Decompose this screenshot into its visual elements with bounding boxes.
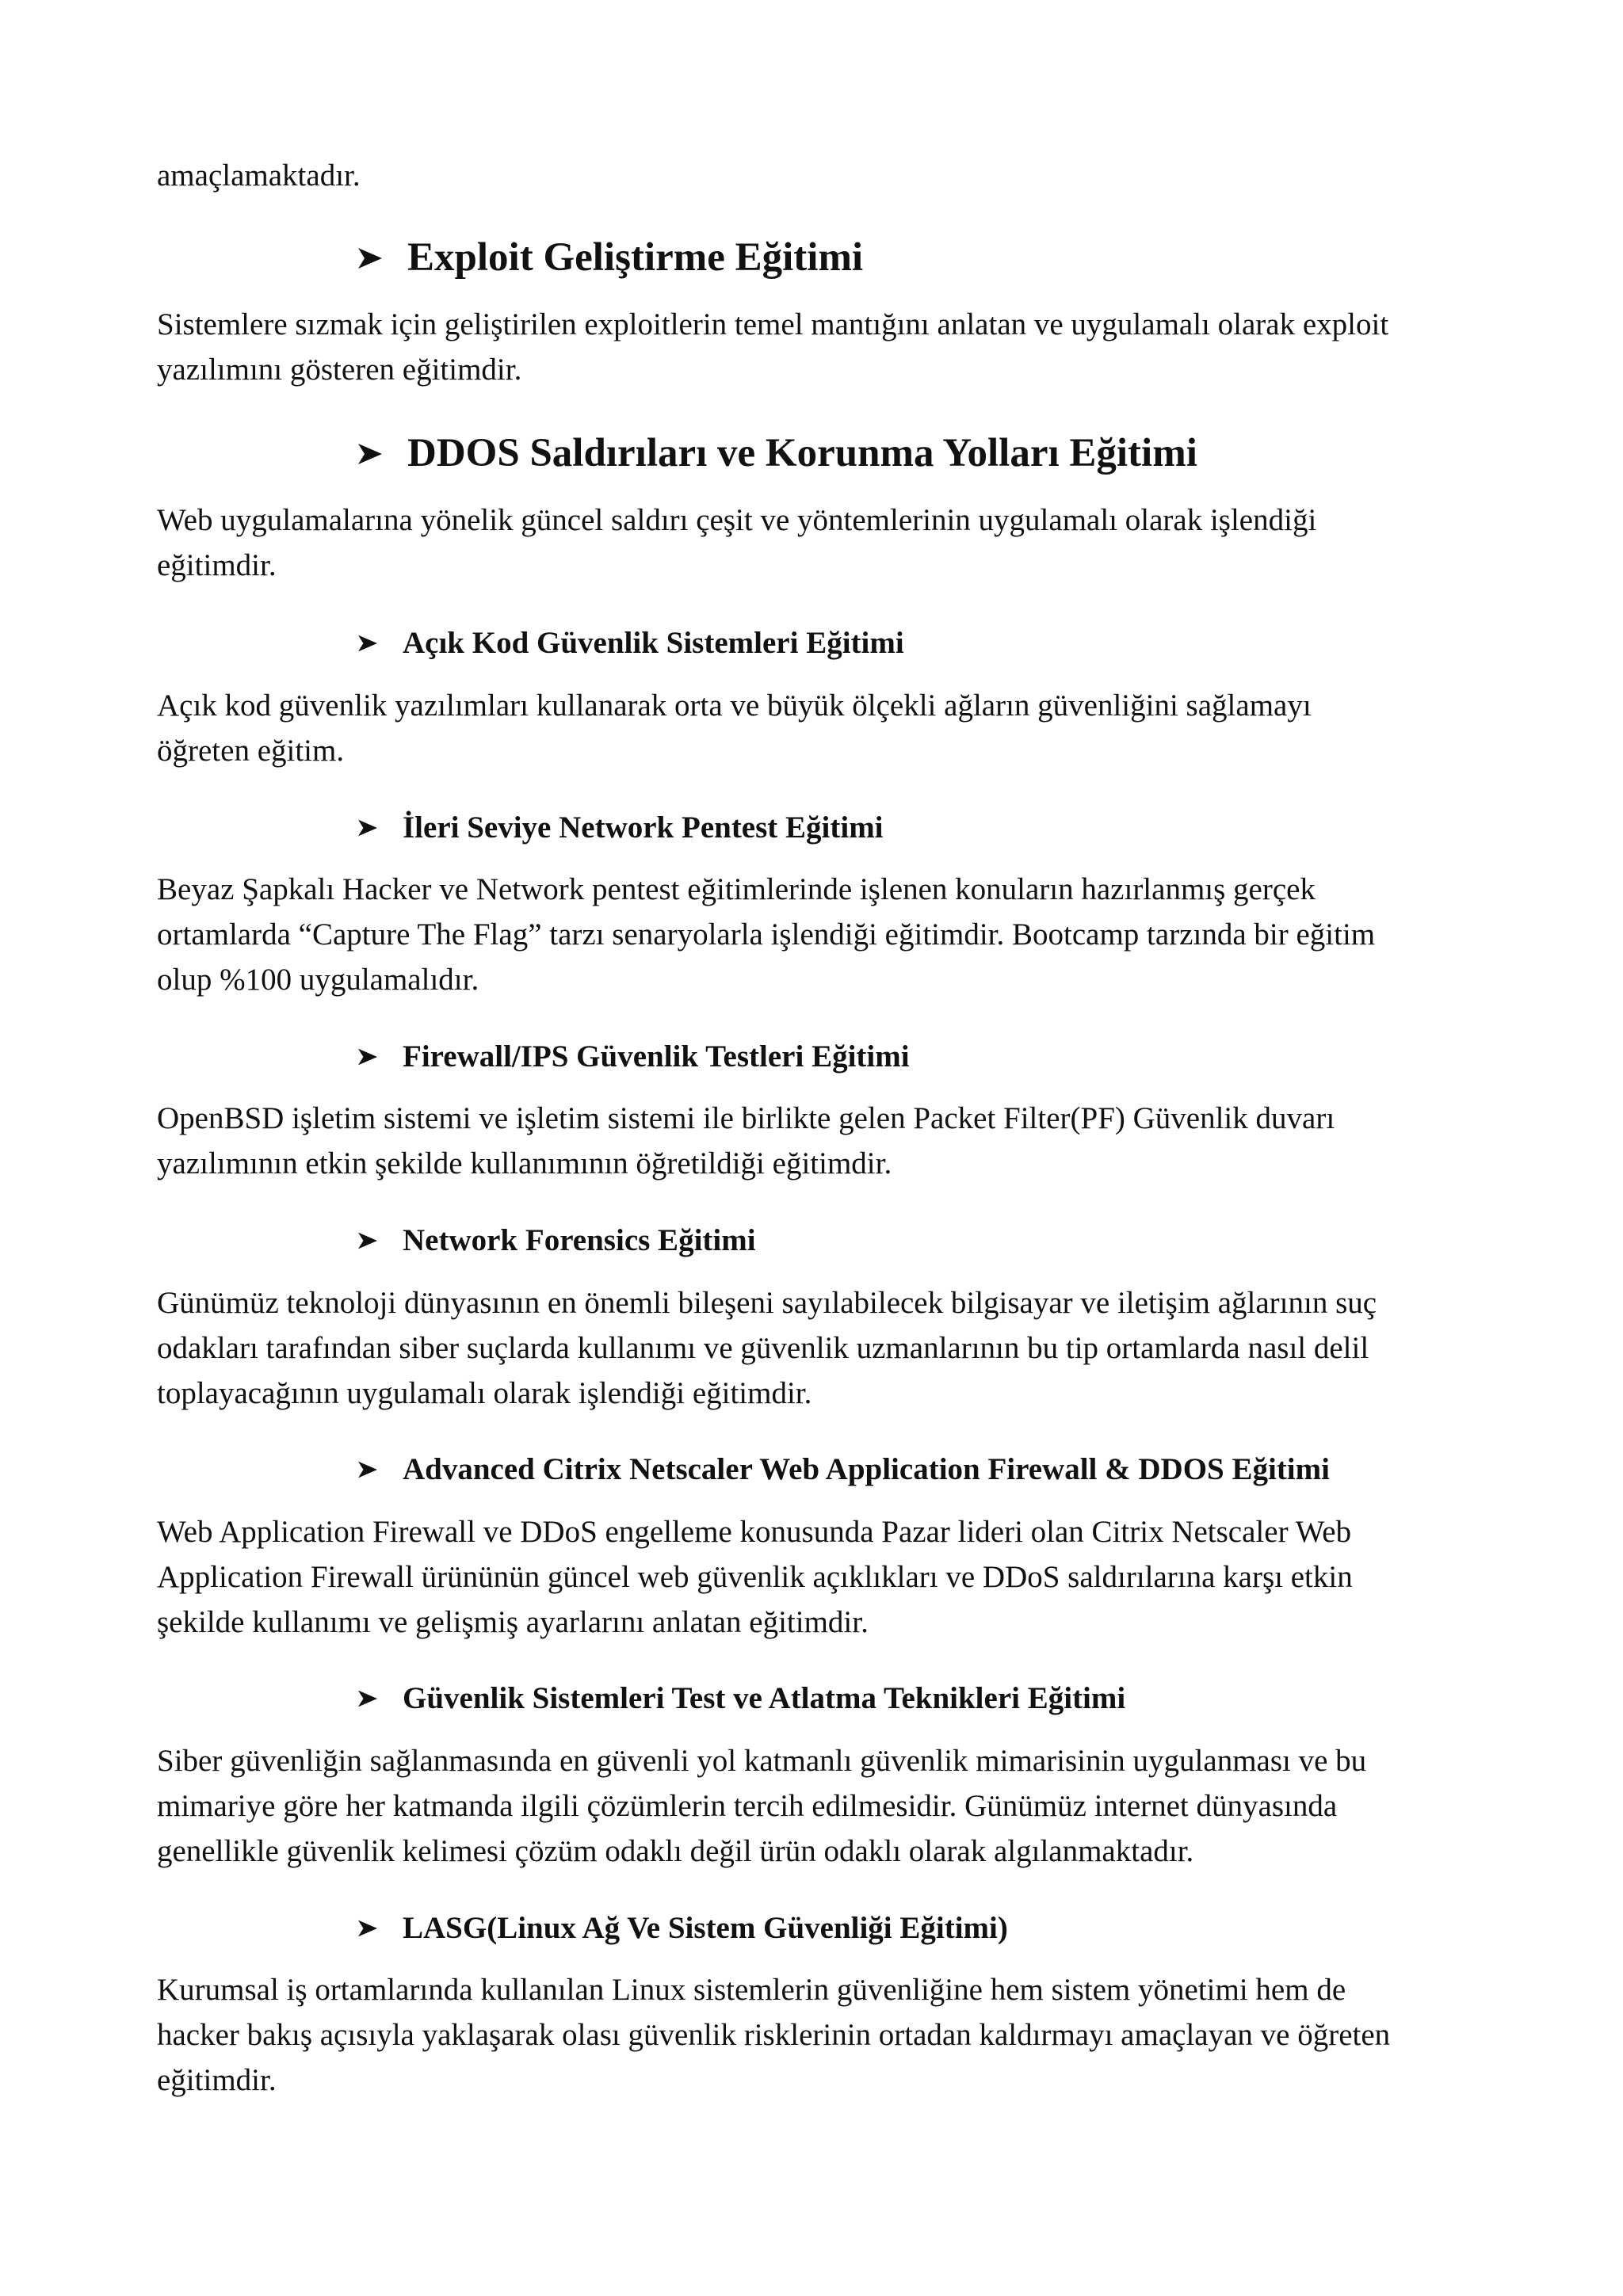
acik-kod-paragraph bbox=[157, 683, 1488, 773]
paragraph-line: genellikle güvenlik kelimesi çözüm odaklı değil ürün odaklı olarak algılanmaktadır. bbox=[157, 1834, 1194, 1868]
lasg-paragraph bbox=[157, 1967, 1488, 2103]
paragraph-line: yazılımının etkin şekilde kullanımının öğretildiği eğitimdir. bbox=[157, 1146, 892, 1180]
arrow-bullet-icon bbox=[357, 1680, 379, 1716]
arrow-bullet-icon bbox=[357, 1910, 379, 1946]
paragraph-line: odakları tarafından siber suçlarda kullanımı ve güvenlik uzmanlarının bu tip ortamlarda nasıl delil bbox=[157, 1331, 1369, 1365]
arrow-bullet-icon bbox=[357, 1222, 379, 1258]
paragraph-line: ortamlarda “Capture The Flag” tarzı senaryolarla işlendiği eğitimdir. Bootcamp tarzında bir eğitim bbox=[157, 917, 1376, 952]
paragraph-line: Beyaz Şapkalı Hacker ve Network pentest eğitimlerinde işlenen konuların hazırlanmış gerçek bbox=[157, 872, 1316, 906]
heading-text: Firewall/IPS Güvenlik Testleri Eğitimi bbox=[403, 1039, 910, 1074]
paragraph-line: Kurumsal iş ortamlarında kullanılan Linux sistemlerin güvenliğine hem sistem yönetimi hem de bbox=[157, 1973, 1346, 2007]
paragraph-line: yazılımını gösteren eğitimdir. bbox=[157, 353, 522, 387]
section-heading-network-forensics bbox=[357, 1222, 756, 1258]
arrow-bullet-icon bbox=[357, 1039, 379, 1074]
heading-text: Exploit Geliştirme Eğitimi bbox=[407, 235, 864, 280]
heading-text: DDOS Saldırıları ve Korunma Yolları Eğitimi bbox=[407, 431, 1197, 475]
arrow-bullet-icon bbox=[357, 1451, 379, 1487]
arrow-bullet-icon bbox=[357, 430, 384, 476]
paragraph-line: Sistemlere sızmak için geliştirilen exploitlerin temel mantığını anlatan ve uygulamalı olarak exploit bbox=[157, 307, 1389, 341]
section-heading-lasg bbox=[357, 1910, 1008, 1946]
firewall-ips-paragraph bbox=[157, 1096, 1488, 1186]
section-heading-citrix bbox=[357, 1451, 1330, 1487]
heading-text: Advanced Citrix Netscaler Web Application Firewall & DDOS Eğitimi bbox=[403, 1452, 1330, 1486]
intro-paragraph bbox=[157, 153, 1488, 198]
paragraph-line: Siber güvenliğin sağlanmasında en güvenli yol katmanlı güvenlik mimarisinin uygulanması ve bu bbox=[157, 1744, 1367, 1778]
heading-text: LASG(Linux Ağ Ve Sistem Güvenliği Eğitimi) bbox=[403, 1911, 1008, 1945]
paragraph-line: şekilde kullanımı ve gelişmiş ayarlarını anlatan eğitimdir. bbox=[157, 1605, 869, 1639]
paragraph-line: mimariye göre her katmanda ilgili çözümlerin tercih edilmesidir. Günümüz internet dünyasında bbox=[157, 1789, 1338, 1823]
paragraph-line: Web uygulamalarına yönelik güncel saldırı çeşit ve yöntemlerinin uygulamalı olarak işlendiği bbox=[157, 503, 1317, 537]
paragraph-line: amaçlamaktadır. bbox=[157, 158, 361, 193]
paragraph-line: toplayacağının uygulamalı olarak işlendiği eğitimdir. bbox=[157, 1376, 812, 1410]
paragraph-line: öğreten eğitim. bbox=[157, 734, 345, 768]
paragraph-line: Günümüz teknoloji dünyasının en önemli bileşeni sayılabilecek bilgisayar ve iletişim ağlarının suç bbox=[157, 1286, 1377, 1320]
ddos-paragraph bbox=[157, 498, 1488, 588]
guvenlik-sistemleri-paragraph bbox=[157, 1738, 1488, 1874]
paragraph-line: eğitimdir. bbox=[157, 2063, 277, 2097]
arrow-bullet-icon bbox=[357, 810, 379, 845]
section-heading-ddos bbox=[357, 430, 1197, 476]
paragraph-line: olup %100 uygulamalıdır. bbox=[157, 963, 479, 997]
section-heading-exploit bbox=[357, 235, 863, 280]
heading-text: Açık Kod Güvenlik Sistemleri Eğitimi bbox=[403, 626, 904, 660]
paragraph-line: Web Application Firewall ve DDoS engelleme konusunda Pazar lideri olan Citrix Netscaler Web bbox=[157, 1515, 1352, 1549]
section-heading-ileri-seviye bbox=[357, 810, 884, 845]
citrix-paragraph bbox=[157, 1509, 1488, 1645]
network-forensics-paragraph bbox=[157, 1280, 1488, 1416]
paragraph-line: eğitimdir. bbox=[157, 548, 277, 582]
heading-text: Güvenlik Sistemleri Test ve Atlatma Teknikleri Eğitimi bbox=[403, 1681, 1126, 1715]
paragraph-line: Application Firewall ürününün güncel web güvenlik açıklıkları ve DDoS saldırılarına karşı etkin bbox=[157, 1560, 1353, 1594]
paragraph-line: OpenBSD işletim sistemi ve işletim sistemi ile birlikte gelen Packet Filter(PF) Güvenlik duvarı bbox=[157, 1101, 1335, 1135]
heading-text: Network Forensics Eğitimi bbox=[403, 1223, 756, 1257]
paragraph-line: hacker bakış açısıyla yaklaşarak olası güvenlik risklerinin ortadan kaldırmayı amaçlayan ve öğreten bbox=[157, 2018, 1391, 2052]
arrow-bullet-icon bbox=[357, 625, 379, 661]
heading-text: İleri Seviye Network Pentest Eğitimi bbox=[403, 810, 884, 845]
section-heading-guvenlik-sistemleri bbox=[357, 1680, 1125, 1716]
arrow-bullet-icon bbox=[357, 235, 384, 280]
ileri-seviye-paragraph bbox=[157, 867, 1488, 1002]
section-heading-firewall-ips bbox=[357, 1039, 910, 1074]
section-heading-acik-kod bbox=[357, 625, 904, 661]
paragraph-line: Açık kod güvenlik yazılımları kullanarak orta ve büyük ölçekli ağların güvenliğini sağlamayı bbox=[157, 688, 1312, 723]
exploit-paragraph bbox=[157, 302, 1488, 392]
